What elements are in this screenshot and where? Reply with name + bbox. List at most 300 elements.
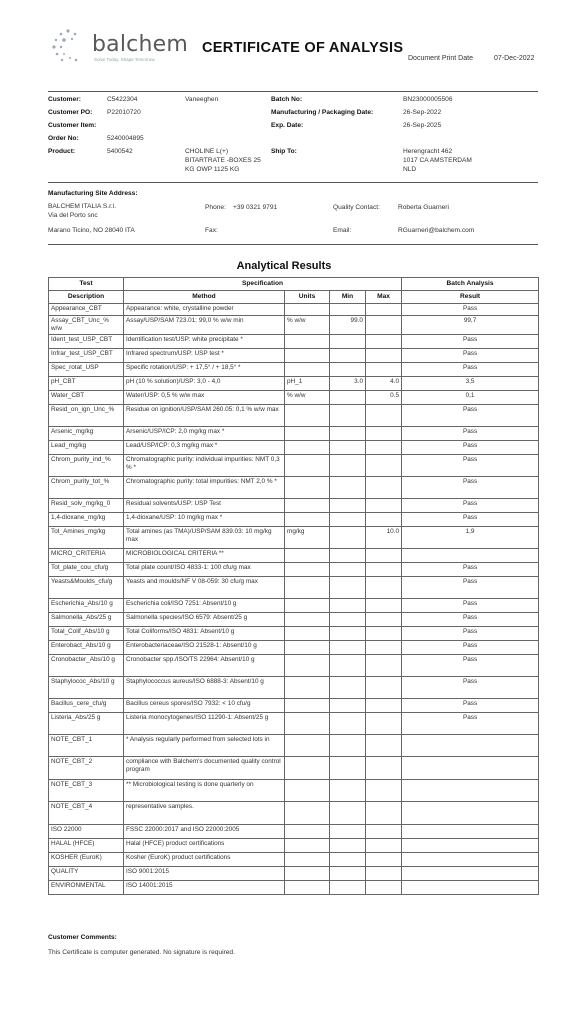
row-result: Pass: [402, 304, 539, 315]
table-row: [49, 549, 539, 563]
row-description: Appearance_CBT: [49, 304, 124, 315]
table-row: [49, 655, 539, 677]
certificate-title: CERTIFICATE OF ANALYSIS: [202, 40, 404, 56]
row-max: [366, 825, 402, 839]
header-result: Result: [402, 291, 539, 304]
table-row: [49, 599, 539, 613]
row-result: Pass: [402, 677, 539, 699]
table-row: [49, 802, 539, 825]
row-method: Halal (HFCE) product certifications: [124, 839, 285, 853]
row-max: [366, 613, 402, 627]
row-units: [285, 839, 330, 853]
table-row: [49, 757, 539, 780]
table-header-row: [49, 278, 539, 291]
brand-name: balchem: [92, 32, 188, 57]
ship-to-line1: Herengracht 462: [403, 148, 453, 155]
row-min: [330, 867, 366, 881]
row-max: [366, 677, 402, 699]
row-result: Pass: [402, 477, 539, 499]
quality-contact-label: Quality Contact:: [333, 204, 380, 211]
row-description: Yeasts&Moulds_cfu/g: [49, 577, 124, 599]
row-result: Pass: [402, 599, 539, 613]
row-max: [366, 577, 402, 599]
row-min: [330, 802, 366, 825]
row-result: [402, 867, 539, 881]
row-max: [366, 563, 402, 577]
row-min: [330, 677, 366, 699]
mfg-date: 26-Sep-2022: [403, 109, 442, 116]
row-min: [330, 627, 366, 641]
row-min: [330, 513, 366, 527]
product-desc-line1: CHOLINE L(+): [185, 148, 229, 155]
row-max: [366, 455, 402, 477]
row-units: [285, 867, 330, 881]
analytical-results-title: Analytical Results: [236, 260, 332, 272]
row-result: [402, 757, 539, 780]
row-result: [402, 853, 539, 867]
row-max: [366, 599, 402, 613]
row-description: Ident_test_USP_CBT: [49, 335, 124, 349]
customer-name: Vaneeghen: [185, 96, 219, 103]
row-min: [330, 757, 366, 780]
row-min: [330, 304, 366, 315]
row-max: [366, 853, 402, 867]
row-units: % w/w: [285, 315, 330, 334]
row-result: Pass: [402, 499, 539, 513]
row-units: [285, 599, 330, 613]
computer-generated-note: This Certificate is computer generated. No signature is required.: [48, 949, 235, 956]
table-row: [49, 627, 539, 641]
row-description: Chrom_purity_tot_%: [49, 477, 124, 499]
table-row: [49, 391, 539, 405]
row-min: [330, 455, 366, 477]
row-units: [285, 713, 330, 735]
row-units: pH_1: [285, 377, 330, 391]
row-description: NOTE_CBT_4: [49, 802, 124, 825]
table-row: [49, 477, 539, 499]
row-min: [330, 349, 366, 363]
row-max: [366, 427, 402, 441]
email-value: RGuarneri@balchem.com: [398, 227, 475, 234]
table-row: [49, 499, 539, 513]
row-result: Pass: [402, 405, 539, 427]
row-description: MICRO_CRITERIA: [49, 549, 124, 563]
row-description: Water_CBT: [49, 391, 124, 405]
quality-contact-name: Roberta Guarneri: [398, 204, 449, 211]
row-method: Total Coliforms/ISO 4831: Absent/10 g: [124, 627, 285, 641]
header-method: Method: [124, 291, 285, 304]
row-min: [330, 549, 366, 563]
row-max: [366, 477, 402, 499]
table-row: [49, 377, 539, 391]
row-description: Assay_CBT_Unc_% w/w: [49, 315, 124, 334]
row-method: Residue on ignition/USP/SAM 260.05: 0,1 % w/w max: [124, 405, 285, 427]
row-max: [366, 304, 402, 315]
row-max: [366, 802, 402, 825]
table-row: [49, 853, 539, 867]
row-result: 1,9: [402, 527, 539, 549]
row-description: Total_Colif_Abs/10 g: [49, 627, 124, 641]
row-units: [285, 853, 330, 867]
row-result: Pass: [402, 577, 539, 599]
row-units: [285, 780, 330, 802]
row-max: 10.0: [366, 527, 402, 549]
row-min: 3.0: [330, 377, 366, 391]
customer-po-label: Customer PO:: [48, 109, 93, 116]
row-max: 4.0: [366, 377, 402, 391]
phone-label: Phone:: [205, 204, 226, 211]
row-result: Pass: [402, 513, 539, 527]
row-description: Staphylococ_Abs/10 g: [49, 677, 124, 699]
table-row: [49, 867, 539, 881]
table-row: [49, 577, 539, 599]
row-method: Arsenic/USP/ICP: 2,0 mg/kg max *: [124, 427, 285, 441]
row-max: [366, 699, 402, 713]
row-method: Bacillus cereus spores/ISO 7932: < 10 cfu/g: [124, 699, 285, 713]
customer-label: Customer:: [48, 96, 81, 103]
product-desc-line2: BITARTRATE -BOXES 25: [185, 157, 261, 164]
table-row: [49, 839, 539, 853]
row-method: * Analysis regularly performed from selected lots in: [124, 735, 285, 757]
row-units: [285, 455, 330, 477]
row-method: ISO 14001:2015: [124, 881, 285, 895]
row-units: [285, 802, 330, 825]
row-method: Yeasts and moulds/NF V 08-059: 30 cfu/g max: [124, 577, 285, 599]
row-units: mg/kg: [285, 527, 330, 549]
table-row: [49, 563, 539, 577]
row-units: [285, 513, 330, 527]
product-desc-line3: KG OWP 1125 KG: [185, 166, 240, 173]
batch-number: BN23000005506: [403, 96, 453, 103]
row-result: Pass: [402, 335, 539, 349]
row-max: [366, 513, 402, 527]
row-method: compliance with Balchem's documented quality control program: [124, 757, 285, 780]
row-max: [366, 757, 402, 780]
row-method: ISO 9001:2015: [124, 867, 285, 881]
row-units: [285, 477, 330, 499]
row-description: NOTE_CBT_3: [49, 780, 124, 802]
row-min: [330, 427, 366, 441]
row-min: [330, 335, 366, 349]
row-result: Pass: [402, 441, 539, 455]
table-row: [49, 335, 539, 349]
row-result: 0,1: [402, 391, 539, 405]
row-min: [330, 881, 366, 895]
row-description: ENVIRONMENTAL: [49, 881, 124, 895]
header-units: Units: [285, 291, 330, 304]
row-min: [330, 735, 366, 757]
row-result: [402, 735, 539, 757]
row-units: [285, 499, 330, 513]
site-line2: Via del Porto snc: [48, 212, 98, 219]
row-max: [366, 363, 402, 377]
row-description: KOSHER (EuroK): [49, 853, 124, 867]
row-method: FSSC 22000:2017 and ISO 22000:2005: [124, 825, 285, 839]
row-min: [330, 563, 366, 577]
header-max: Max: [366, 291, 402, 304]
row-result: Pass: [402, 655, 539, 677]
row-min: [330, 853, 366, 867]
row-description: Resid_on_ign_Unc_%: [49, 405, 124, 427]
row-min: [330, 825, 366, 839]
row-description: NOTE_CBT_1: [49, 735, 124, 757]
row-units: [285, 627, 330, 641]
row-result: [402, 780, 539, 802]
row-result: Pass: [402, 613, 539, 627]
row-description: Lead_mg/kg: [49, 441, 124, 455]
table-subheader-row: [49, 291, 539, 304]
row-method: pH (10 % solution)/USP: 3,0 - 4,0: [124, 377, 285, 391]
row-min: [330, 577, 366, 599]
row-min: [330, 780, 366, 802]
order-no-label: Order No:: [48, 135, 79, 142]
row-units: [285, 881, 330, 895]
table-row: [49, 527, 539, 549]
row-method: representative samples.: [124, 802, 285, 825]
table-row: [49, 304, 539, 315]
row-description: Escherichia_Abs/10 g: [49, 599, 124, 613]
ship-to-label: Ship To:: [271, 148, 297, 155]
row-description: Tot_Amines_mg/kg: [49, 527, 124, 549]
row-result: Pass: [402, 363, 539, 377]
exp-date-label: Exp. Date:: [271, 122, 304, 129]
table-row: [49, 641, 539, 655]
brand-tagline: Solve Today. Shape Tomorrow.: [94, 57, 156, 62]
row-description: 1,4-dioxane_mg/kg: [49, 513, 124, 527]
row-result: [402, 802, 539, 825]
row-units: [285, 549, 330, 563]
row-units: [285, 757, 330, 780]
row-units: % w/w: [285, 391, 330, 405]
row-description: pH_CBT: [49, 377, 124, 391]
row-min: [330, 839, 366, 853]
table-row: [49, 713, 539, 735]
table-row: [49, 455, 539, 477]
row-result: 3,5: [402, 377, 539, 391]
phone-value: +39 0321 9791: [233, 204, 278, 211]
row-description: Listeria_Abs/25 g: [49, 713, 124, 735]
row-units: [285, 349, 330, 363]
row-description: Arsenic_mg/kg: [49, 427, 124, 441]
row-result: Pass: [402, 455, 539, 477]
row-method: Enterobacteriaceae/ISO 21528-1: Absent/10 g: [124, 641, 285, 655]
table-row: [49, 427, 539, 441]
row-description: QUALITY: [49, 867, 124, 881]
table-row: [49, 349, 539, 363]
table-row: [49, 405, 539, 427]
row-result: Pass: [402, 641, 539, 655]
row-result: 99,7: [402, 315, 539, 334]
row-max: [366, 735, 402, 757]
row-min: [330, 713, 366, 735]
row-result: Pass: [402, 713, 539, 735]
row-method: Infrared spectrum/USP: USP test *: [124, 349, 285, 363]
row-units: [285, 577, 330, 599]
row-max: [366, 499, 402, 513]
row-max: [366, 335, 402, 349]
row-min: 99.0: [330, 315, 366, 334]
row-method: 1,4-dioxane/USP: 10 mg/kg max *: [124, 513, 285, 527]
row-result: [402, 839, 539, 853]
row-units: [285, 405, 330, 427]
customer-comments-label: Customer Comments:: [48, 934, 117, 941]
row-max: [366, 881, 402, 895]
row-result: Pass: [402, 563, 539, 577]
row-result: [402, 825, 539, 839]
row-description: NOTE_CBT_2: [49, 757, 124, 780]
row-units: [285, 335, 330, 349]
table-row: [49, 363, 539, 377]
table-row: [49, 613, 539, 627]
row-description: Resid_solv_mg/kg_0: [49, 499, 124, 513]
row-max: [366, 405, 402, 427]
table-row: [49, 441, 539, 455]
row-max: [366, 549, 402, 563]
row-method: MICROBIOLOGICAL CRITERIA **: [124, 549, 285, 563]
row-max: [366, 627, 402, 641]
row-max: [366, 780, 402, 802]
order-no: 5240004895: [107, 135, 144, 142]
row-method: Staphylococcus aureus/ISO 6888-3: Absent/10 g: [124, 677, 285, 699]
row-description: Bacillus_cere_cfu/g: [49, 699, 124, 713]
row-method: Assay/USP/SAM 723.01: 99,0 % w/w min: [124, 315, 285, 334]
row-units: [285, 735, 330, 757]
row-method: Salmonella species/ISO 6579: Absent/25 g: [124, 613, 285, 627]
table-row: [49, 699, 539, 713]
row-result: Pass: [402, 699, 539, 713]
row-max: [366, 349, 402, 363]
ship-to-line2: 1017 CA AMSTERDAM: [403, 157, 472, 164]
row-description: Tot_plate_cou_cfu/g: [49, 563, 124, 577]
row-units: [285, 825, 330, 839]
row-method: Residual solvents/USP: USP Test: [124, 499, 285, 513]
table-row: [49, 881, 539, 895]
row-description: Salmonella_Abs/25 g: [49, 613, 124, 627]
row-max: [366, 441, 402, 455]
row-min: [330, 527, 366, 549]
row-description: HALAL (HFCE): [49, 839, 124, 853]
row-method: Identification test/USP: white precipitate *: [124, 335, 285, 349]
row-description: Spec_rotat_USP: [49, 363, 124, 377]
results-table: [48, 277, 539, 895]
row-min: [330, 599, 366, 613]
row-min: [330, 441, 366, 455]
site-heading: Manufacturing Site Address:: [48, 190, 138, 197]
ship-to-line3: NLD: [403, 166, 417, 173]
row-units: [285, 699, 330, 713]
product-code: 5400542: [107, 148, 133, 155]
row-description: Infrar_test_USP_CBT: [49, 349, 124, 363]
site-divider: [48, 244, 538, 245]
header-description: Description: [49, 291, 124, 304]
row-min: [330, 391, 366, 405]
fax-label: Fax:: [205, 227, 218, 234]
row-method: Water/USP: 0,5 % w/w max: [124, 391, 285, 405]
header-test: Test: [49, 278, 124, 291]
mfg-date-label: Manufacturing / Packaging Date:: [271, 109, 374, 116]
row-result: Pass: [402, 627, 539, 641]
row-min: [330, 477, 366, 499]
row-method: Total amines (as TMA)/USP/SAM 839.03: 10 mg/kg max: [124, 527, 285, 549]
product-label: Product:: [48, 148, 76, 155]
row-min: [330, 699, 366, 713]
row-max: [366, 315, 402, 334]
row-max: [366, 655, 402, 677]
row-method: Listeria monocytogenes/ISO 11290-1: Absent/25 g: [124, 713, 285, 735]
row-method: Specific rotation/USP: + 17,5° / + 18,5° *: [124, 363, 285, 377]
row-min: [330, 363, 366, 377]
results-body: [49, 304, 539, 895]
row-method: Kosher (EuroK) product certifications: [124, 853, 285, 867]
row-max: [366, 713, 402, 735]
table-row: [49, 735, 539, 757]
print-date-value: 07-Dec-2022: [494, 55, 535, 62]
row-max: 0.5: [366, 391, 402, 405]
row-max: [366, 641, 402, 655]
row-max: [366, 867, 402, 881]
row-units: [285, 641, 330, 655]
info-divider: [48, 182, 538, 183]
row-units: [285, 427, 330, 441]
row-description: ISO 22000: [49, 825, 124, 839]
row-method: Cronobacter spp./ISO/TS 22964: Absent/10 g: [124, 655, 285, 677]
row-min: [330, 499, 366, 513]
row-min: [330, 613, 366, 627]
row-result: Pass: [402, 427, 539, 441]
row-units: [285, 304, 330, 315]
table-row: [49, 780, 539, 802]
row-result: [402, 881, 539, 895]
row-min: [330, 655, 366, 677]
row-min: [330, 641, 366, 655]
row-units: [285, 677, 330, 699]
row-units: [285, 563, 330, 577]
site-line1: BALCHEM ITALIA S.r.l.: [48, 203, 117, 210]
exp-date: 26-Sep-2025: [403, 122, 442, 129]
row-method: Chromatographic purity: total impurities: NMT 2,0 % *: [124, 477, 285, 499]
header-batch-analysis: Batch Analysis: [402, 278, 539, 291]
table-row: [49, 315, 539, 334]
row-units: [285, 441, 330, 455]
row-method: Lead/USP/ICP: 0,3 mg/kg max *: [124, 441, 285, 455]
email-label: Email:: [333, 227, 352, 234]
table-row: [49, 825, 539, 839]
header-specification: Specification: [124, 278, 402, 291]
row-description: Chrom_purity_ind_%: [49, 455, 124, 477]
row-method: Escherichia coli/ISO 7251: Absent/10 g: [124, 599, 285, 613]
customer-id: C5422304: [107, 96, 138, 103]
row-max: [366, 839, 402, 853]
header-min: Min: [330, 291, 366, 304]
table-row: [49, 677, 539, 699]
batch-label: Batch No:: [271, 96, 303, 103]
row-method: Appearance: white, crystalline powder: [124, 304, 285, 315]
row-description: Enterobact_Abs/10 g: [49, 641, 124, 655]
row-units: [285, 363, 330, 377]
header-divider: [48, 91, 538, 92]
row-units: [285, 613, 330, 627]
table-row: [49, 513, 539, 527]
row-method: Chromatographic purity: individual impurities: NMT 0,3 % *: [124, 455, 285, 477]
row-min: [330, 405, 366, 427]
row-result: [402, 549, 539, 563]
customer-po: P22010720: [107, 109, 141, 116]
print-date-label: Document Print Date: [408, 55, 473, 62]
site-line3: Marano Ticino, NO 28040 ITA: [48, 227, 135, 234]
row-result: Pass: [402, 349, 539, 363]
row-method: ** Microbiological testing is done quarterly on: [124, 780, 285, 802]
row-units: [285, 655, 330, 677]
